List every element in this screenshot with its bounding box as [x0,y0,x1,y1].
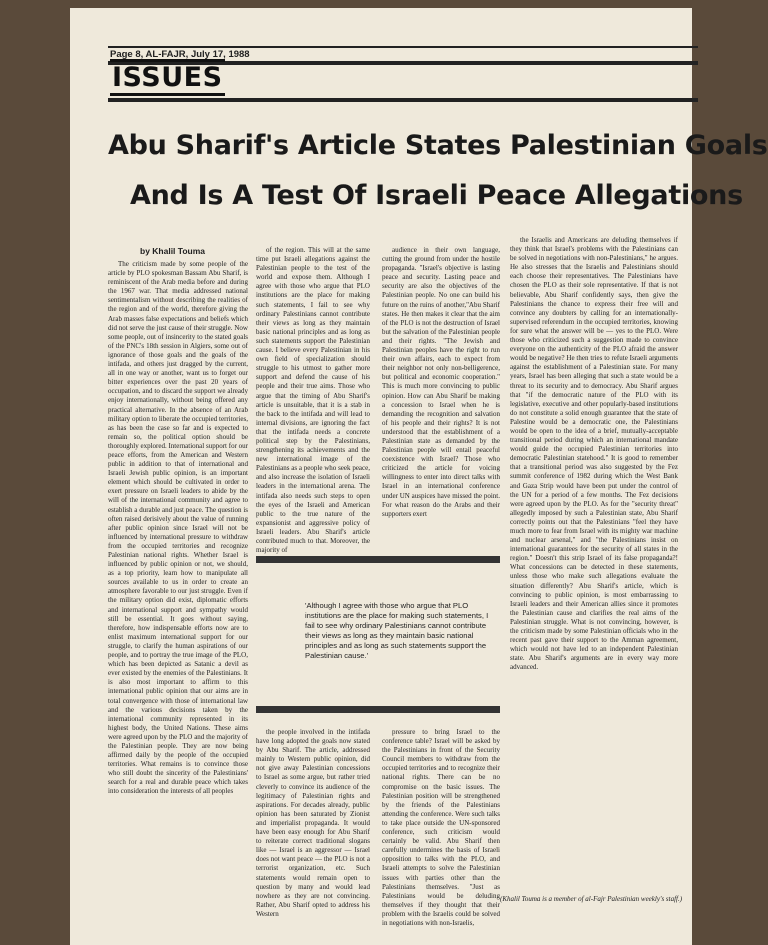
column-2-top-text: of the region. This will at the same time put Israeli allegations against the Palestinian people to the test of the world and expose them. Although I agree with those who argue that PLO institutions are the place for making such statements, I fail to see why ordinary Palestinians cannot contribute their views as long as they maintain basic national principles and as long as such statements support the Palestinian cause. I believe every Palestinian in his own field of specialization should struggle to his utmost to gather more support and defend the cause of his people and their true aims. Those who argue that the timing of Abu Sharif's article is unsuitable, that it is a stab in the back to the intifada and will lead to internal divisions, are ignoring the fact that the intifada needs a concrete political step by the Palestinians, strengthening its achievements and the new international image of the Palestinians as a people who seek peace, and also increase the isolation of Israeli leaders in the international arena. The intifada also needs such steps to open the eyes of the Israeli and American public to the true nature of the expansionist and aggressive policy of Israeli leaders. Abu Sharif's article contributed much to that. Moreover, the majority of [256,246,370,555]
section-title: ISSUES [110,64,225,91]
article-column-3-bottom [382,728,500,928]
column-4-text: the Israelis and Americans are deluding themselves if they think that Israel's problems with the Palestinians can be solved in negotiations with non-Palestinians," he argues. He also stresses that the Israelis and Palestinians should each choose their representatives. The Palestinians have chosen the PLO as their sole representative. If that is not believable, Abu Sharif confidently says, then give the Palestinians the chance to express their free will and convince any doubters by calling for an internationally-supervised referendum in the occupied territories, knowing for sure what the answer will be — yes to the PLO. Were those who criticized such a suggestion made to convince everyone on the authenticity of the PLO afraid the answer would be negative? He then tries to refute Israeli arguments against the establishment of a Palestinian state. For many years, Israel has been alleging that such a state would be a threat to its security and to democracy. Abu Sharif argues that "if the democratic nature of the PLO with its legislative, executive and other popularly-based institutions do not constitute a solid enough guarantee that the state of Palestine would be a democratic one, the Palestinians would be open to the idea of a brief, mutually-acceptable transitional period during which an international mandate would guide the occupied Palestinian territories into democratic Palestinian statehood." It is good to remember that a transitional period was also suggested by the Fez summit conference of 1982 during which the West Bank and Gaza Strip would have been put under the control of the UN for a period of a few months. The Fez decisions were agreed upon by the PLO. As for the "security threat" allegedly imposed by such a Palestinian state, Abu Sharif correctly points out that the Palestinians "feel they have much more to fear from Israel with its mighty war machine and nuclear arsenal," and "the Palestinians insist on international guarantees for the security of all states in the region." Doesn't this strip Israel of its false propaganda?! What concessions can be detected in these statements, unless those who make such allegations evaluate the situation differently? Abu Sharif's article, which is convincing to public opinion, is most embarrassing to Israeli leaders and their American allies since it promotes the Palestinian cause and clarifies the real aims of the Palestinian struggle. What is not convincing, however, is the criticism made by some Palestinian officials who in the recent past gave their support to the Amman agreement, which would not have led to an independent Palestinian state. Abu Sharif's arguments are in every way more advanced. [510,236,678,672]
headline-line-2: And Is A Test Of Israeli Peace Allegations [130,180,743,211]
newspaper-page [70,8,768,945]
article-column-2-top [256,246,370,555]
column-1-text: The criticism made by some people of the article by PLO spokesman Bassam Abu Sharif, is reminiscent of the Arab media before and during the 1967 war. That media addressed national sentimentalism without describing the realities of the region and of the world, therefore giving the Arab masses false expectations and beliefs which did not serve the just cause of their struggle. Now some people, out of insincerity to the stated goals of the PNC's 18th session in Algiers, some out of ignorance of those goals and the goals of the intifada, and others just dragged by the current, all in one way or another, want us to forget our bitter experiences over the past 20 years of occupation, and to discard the support we already enjoy internationally, without being offered any practical alternative. In the absence of an Arab military option to liberate the occupied territories, as has been the case so far and is expected to remain so, the political option should be thoroughly explored. International support for our peace efforts, from the American and Western public in addition to that of international and Israeli Jewish public opinion, is an important element which should be cultivated in order to exert pressure on Israeli leaders to abide by the will of the international community and agree to establish a durable and just peace. The question is often raised derisively about the value of running after public opinion since Israel will not be influenced by international pressure to withdraw from the occupied territories and recognize Palestinian national rights. Whether Israel is influenced by public opinion or not, we should, as a top priority, learn how to manipulate all sources available to us in order to create an atmosphere favorable to our just struggle. Even if the military option did exist, diplomatic efforts and international support and sympathy would still be essential. It goes without saying, therefore, how indispensable efforts now are to enlist maximum international support for our struggle, to clarify the human aspirations of our people, and to portray the true image of the PLO, which has been depicted as Satanic a devil as ever existed by the enemies of the Palestinians. It is also most important to affirm to this international public opinion that our aims are in total convergence with those of international law and the various decisions taken by the international community represented in its highest body, the United Nations. These aims were agreed upon by the PLO and the majority of the Palestinian people. They are now being affirmed daily by the people of the occupied territories. What remains is to convince those who still doubt the sincerity of the Palestinians' search for a real and durable peace which takes into consideration the interests of all peoples [108,260,248,796]
article-column-3-top [382,246,500,548]
byline: by Khalil Touma [140,246,206,256]
article-column-4 [510,236,678,888]
column-3-bottom-text: pressure to bring Israel to the conference table? Israel will be asked by the Palestinians in front of the Security Council members to withdraw from the occupied territories and to recognize their national rights. There can be no compromise on the basic issues. The Palestinian position will be strengthened by the friends of the Palestinians attending the conference. Were such talks to take place outside the UN-sponsored conference, such criticism would certainly be valid. Abu Sharif then carefully undermines the basis of Israeli opposition to talks with the PLO, and Israeli attempts to solve the Palestinian issues with parties other than the Palestinians themselves. "Just as Palestinians would be deluding themselves if they thought that their problem with the Israelis could be solved in negotiations with non-Israelis, [382,728,500,927]
pullquote: 'Although I agree with those who argue that PLO institutions are the place for making such statements, I fail to see why ordinary Palestinians cannot contribute their views as long as they maintain basic national principles and as long as such statements support the Palestinian cause.' [305,601,489,660]
column-2-bottom-text: the people involved in the intifada have long adopted the goals now stated by Abu Sharif. The article, addressed mainly to Western public opinion, did not give away Palestinian concessions to Israel as some argue, but rather tried cleverly to convince its audience of the legitimacy of Palestinian rights and aspirations. For decades already, public opinion has been saturated by Zionist and imperialist propaganda. It would have been easy enough for Abu Sharif to reiterate correct traditional slogans like — Israel is an aggressor — Israel does not want peace — the PLO is not a terrorist organization, etc. Such statements would remain open to question by many and would lead nowhere as they are not convincing. Rather, Abu Sharif opted to address his Western [256,728,370,918]
pullquote-bottom-bar [256,706,500,713]
column-3-top-text: audience in their own language, cutting the ground from under the hostile propaganda. "Israel's objective is lasting peace and security. Lasting peace and security are also the objectives of the Palestinian people. No one can build his future on the ruins of another,"Abu Sharif states. He then makes it clear that the aim of the PLO is not the destruction of Israel but the salvation of the Palestinian people and their rights. "The Jewish and Palestinian peoples have the right to run their own affairs, each to expect from their neighbor not only non-belligerence, but political and economic cooperation." This is much more convincing to public opinion. How can Abu Sharif be making a concession to Israel when he is demanding the recognition and salvation of his people and their rights? It is not understood that the establishment of a Palestinian state as demanded by the Palestinian people will entail peaceful coexistence with Israel? Those who criticized the article for voicing willingness to enter into direct talks with Israel in an international conference under UN auspices have missed the point. For what reason do the Arabs and their supporters exert [382,246,500,518]
author-credit: (Khalil Touma is a member of al-Fajr Palestinian weekly's staff.) [500,895,683,903]
page-folio: Page 8, AL-FAJR, July 17, 1988 [110,49,250,60]
headline-line-1: Abu Sharif's Article States Palestinian Goals [108,130,768,161]
article-column-1 [108,260,248,920]
section-rule [108,98,698,102]
article-column-2-bottom [256,728,370,928]
pullquote-top-bar [256,556,500,563]
top-rule [108,46,698,48]
